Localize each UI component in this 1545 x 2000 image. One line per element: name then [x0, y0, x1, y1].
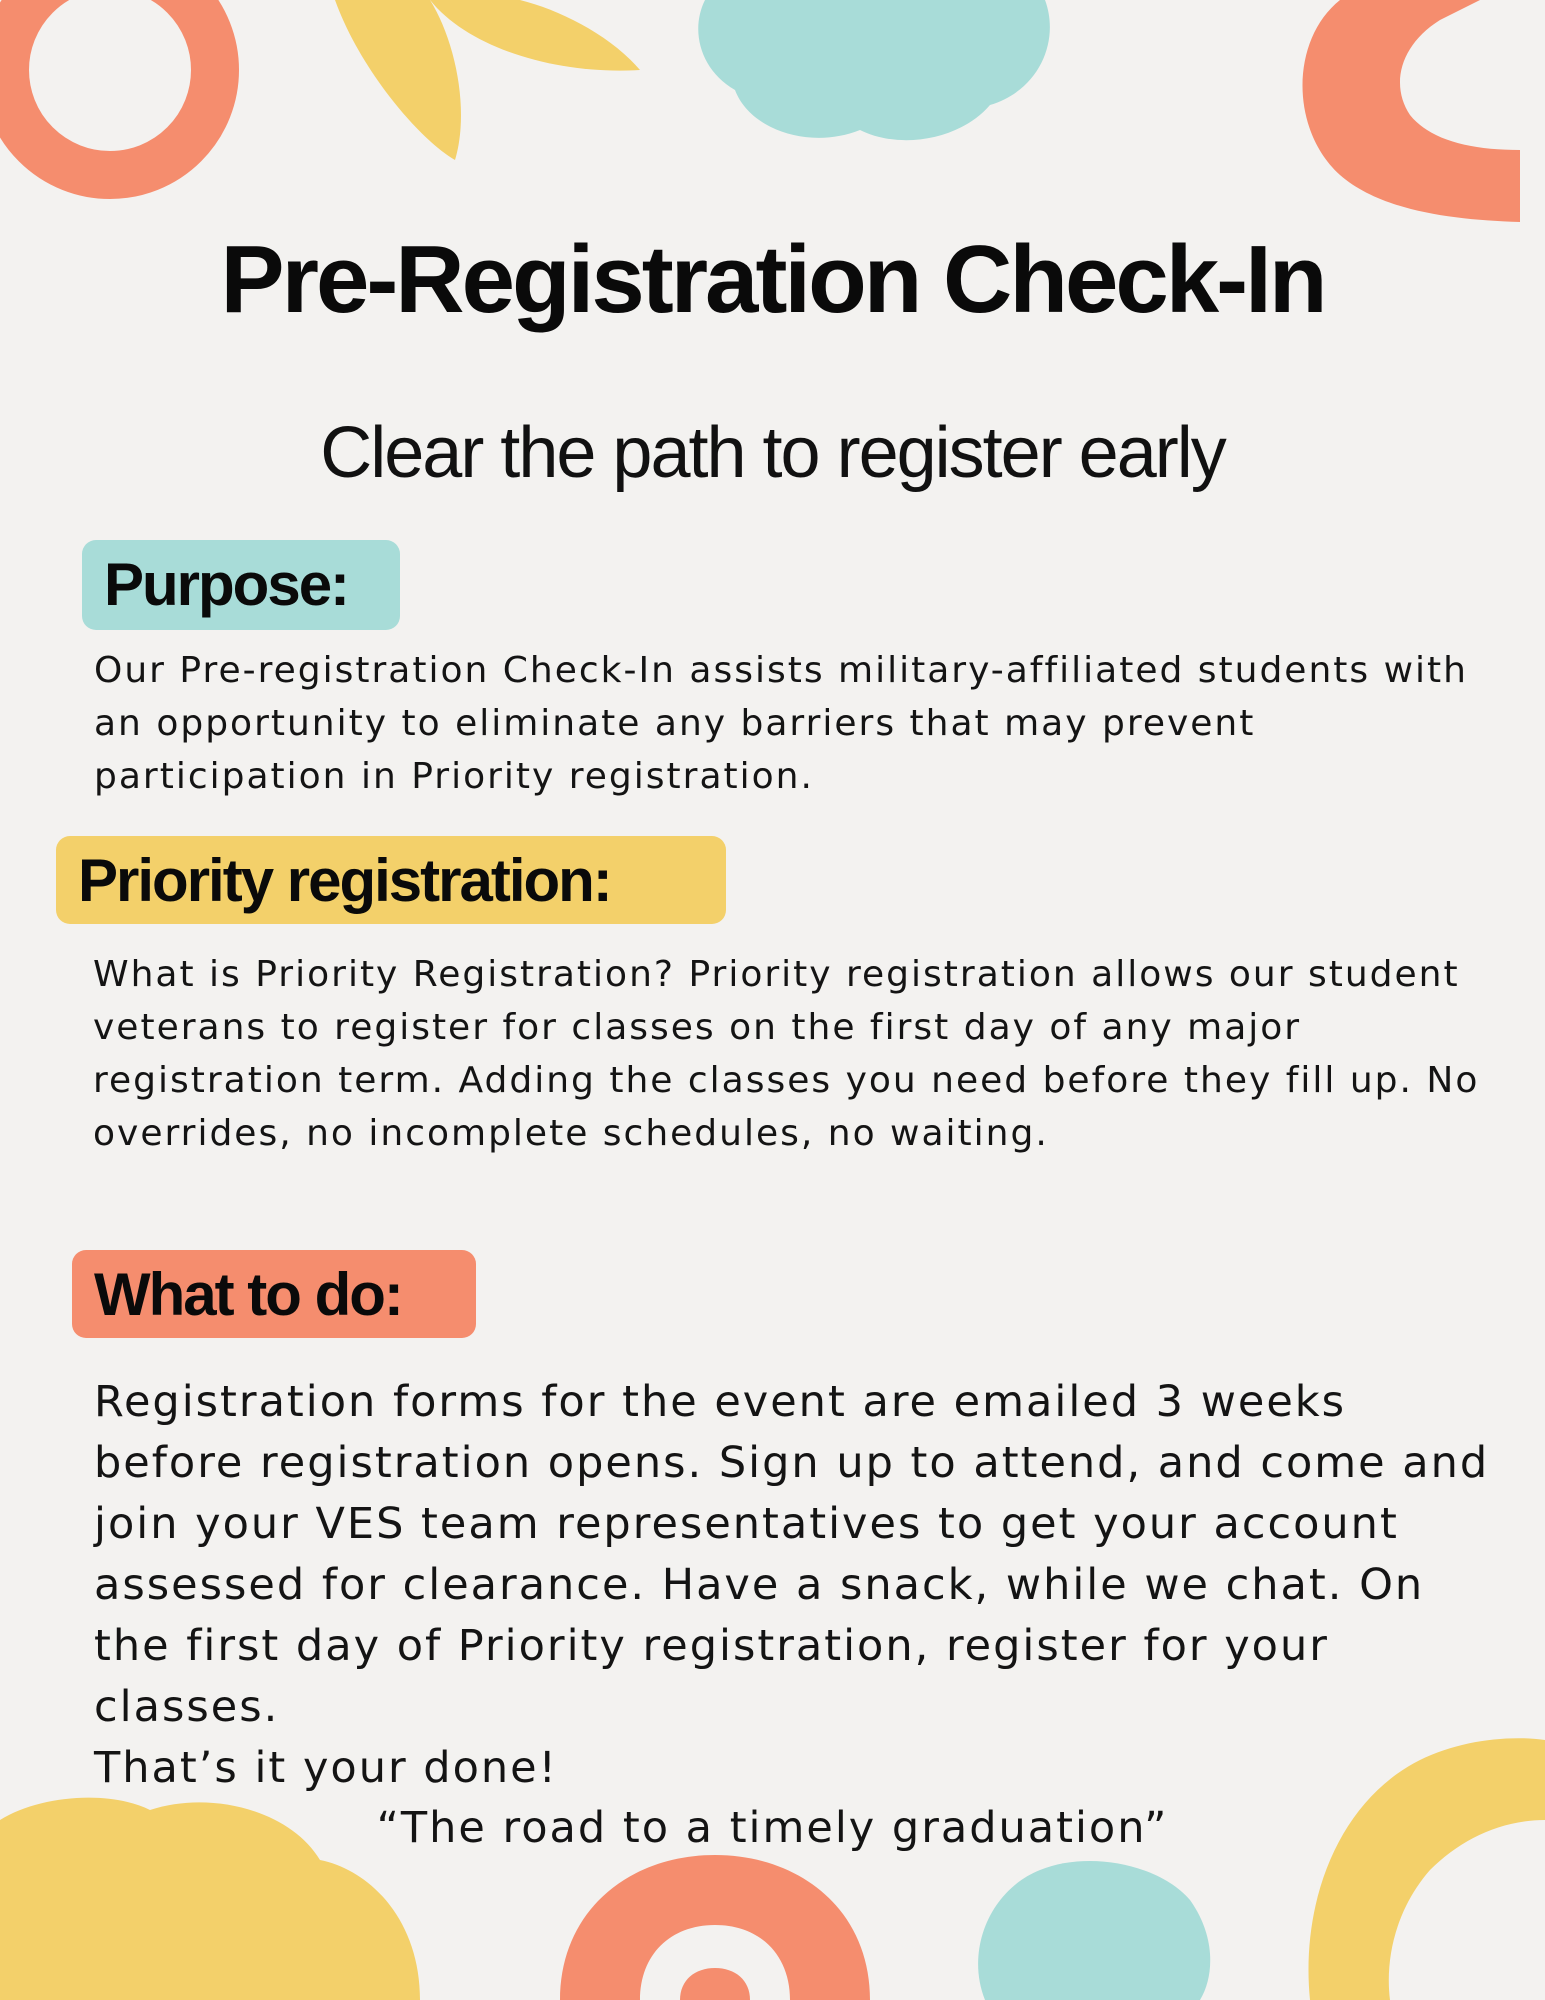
coral-arch-inner	[680, 1968, 750, 2000]
yellow-leaf-top	[335, 0, 461, 160]
coral-ring-top-left	[5, 0, 215, 175]
purpose-text: Our Pre-registration Check-In assists military-affiliated students with an opportunity to eliminate any barriers that may prevent participation in Priority registration.	[94, 650, 1468, 797]
page-subtitle: Clear the path to register early	[320, 413, 1225, 493]
priority-registration-heading: Priority registration:	[56, 836, 726, 924]
page-title: Pre-Registration Check-In	[220, 226, 1325, 333]
yellow-leaf-top-2	[430, 0, 640, 71]
teal-blob-top	[698, 0, 1050, 140]
what-to-do-text: Registration forms for the event are emailed 3 weeks before registration opens. Sign up to attend, and come and join your VES team representatives to get your account assessed for clearance. Have a snack, while we chat. On the first day of Priority registration, register for your classes.	[94, 1377, 1490, 1732]
what-to-do-heading: What to do:	[72, 1250, 476, 1338]
teal-blob-bottom	[978, 1861, 1210, 2000]
priority-registration-text: What is Priority Registration? Priority registration allows our student veterans to register for classes on the first day of any major registration term. Adding the classes you need before they fill up. No overrides, no incomplete schedules, no waiting.	[93, 954, 1480, 1154]
closing-line: That’s it your done!	[94, 1743, 558, 1793]
quote-line: “The road to a timely graduation”	[376, 1803, 1169, 1853]
coral-arc-top-right	[1303, 0, 1521, 222]
purpose-heading: Purpose:	[82, 540, 400, 630]
